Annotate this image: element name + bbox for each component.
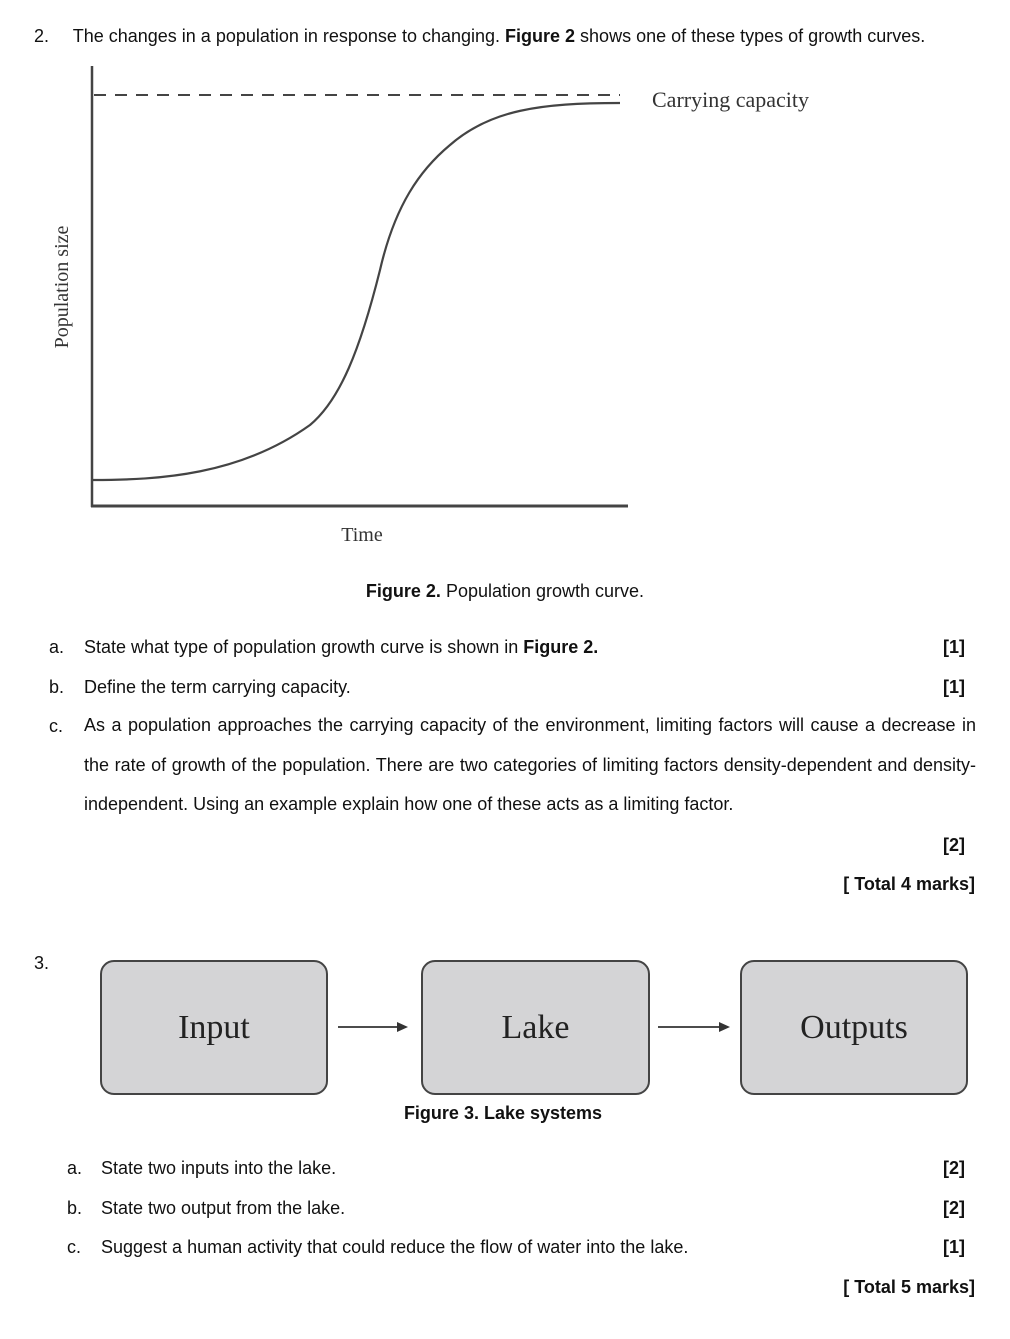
arrow-lake-to-outputs [658, 1022, 730, 1032]
arrow-input-to-lake [338, 1022, 408, 1032]
q2-part-b-text: Define the term carrying capacity. [84, 677, 351, 697]
lake-box: Lake [421, 960, 650, 1095]
question-3-number: 3. [34, 953, 50, 973]
q3-part-c-mark: [1] [943, 1237, 965, 1257]
question-2-intro-part1: The changes in a population in response to changing. [72, 26, 506, 46]
q2-part-c-mark: [2] [943, 835, 965, 855]
x-axis-label: Time [341, 524, 383, 546]
q2-total-marks: [ Total 4 marks] [843, 874, 975, 894]
q3-part-b-label: b. [67, 1198, 83, 1218]
q3-part-a-text: State two inputs into the lake. [101, 1158, 337, 1178]
q2-part-a-mark: [1] [943, 637, 965, 657]
population-growth-figure [0, 0, 1010, 580]
input-box: Input [100, 960, 328, 1095]
q2-part-a-figure-ref: Figure 2. [523, 637, 599, 657]
y-axis-label: Population size [51, 225, 73, 349]
q3-part-c-text: Suggest a human activity that could reduce the flow of water into the lake. [101, 1237, 689, 1257]
q2-part-a-text [84, 637, 598, 658]
carrying-capacity-label: Carrying capacity [652, 87, 809, 112]
q3-total-marks: [ Total 5 marks] [843, 1277, 975, 1297]
figure-3-caption: Figure 3. Lake systems [403, 1103, 603, 1123]
q3-part-a-label: a. [67, 1158, 83, 1178]
q2-part-a-label: a. [49, 637, 65, 657]
q2-part-c-text: As a population approaches the carrying capacity of the environment, limiting factors will cause a decrease in the rate of growth of the population. There are two categories of limiting factors density-dependent and density-independent. Using an example explain how one of these acts as a limiting factor. [84, 715, 976, 814]
q3-part-a-mark: [2] [943, 1158, 965, 1178]
question-2-intro-figure-ref: Figure 2 [505, 26, 576, 46]
outputs-box: Outputs [740, 960, 968, 1095]
figure-2-caption-bold: Figure 2. [365, 581, 441, 601]
q3-part-c-label: c. [67, 1237, 82, 1257]
q2-part-b-label: b. [49, 677, 65, 697]
question-2-number: 2. [34, 26, 50, 46]
q3-part-b-text: State two output from the lake. [101, 1198, 346, 1218]
figure-2-caption-text: Population growth curve. [440, 581, 645, 601]
question-2-intro-part2: shows one of these types of growth curves. [575, 26, 926, 46]
flow-arrows [0, 1010, 1010, 1050]
figure-2-caption [0, 581, 1010, 602]
q2-part-b-mark: [1] [943, 677, 965, 697]
logistic-growth-curve [93, 103, 620, 480]
q2-part-a-question: State what type of population growth curve is shown in [84, 637, 524, 657]
q3-part-b-mark: [2] [943, 1198, 965, 1218]
q2-part-c-label: c. [49, 716, 64, 736]
